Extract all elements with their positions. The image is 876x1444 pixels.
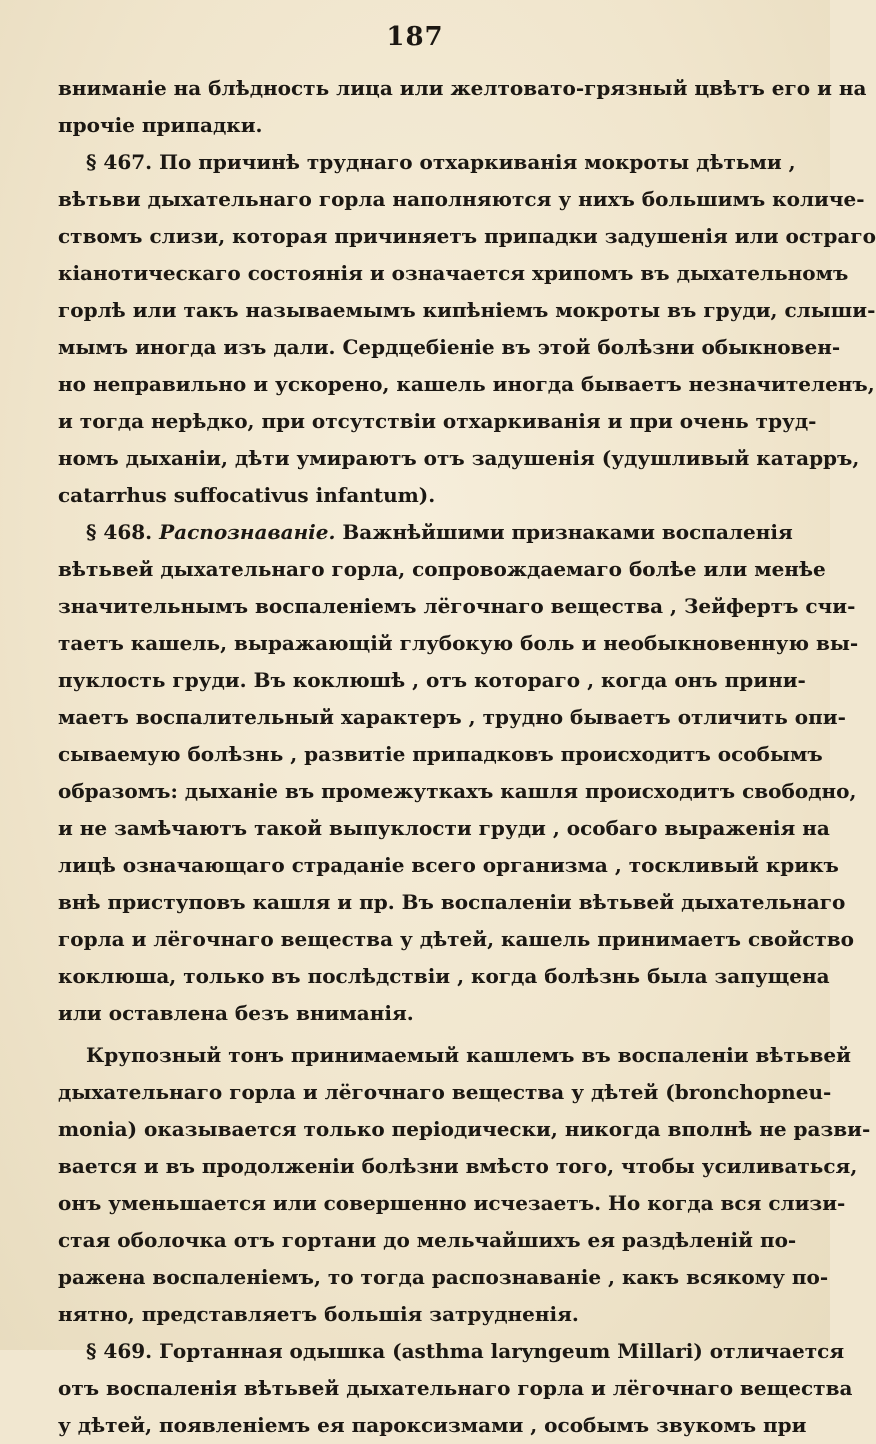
page-body [58, 70, 876, 1444]
section-468-heading-line [58, 514, 793, 551]
text-line: и тогда нерѣдко, при отсутствіи отхаркиванія и при очень труд- [58, 409, 817, 433]
text-line: коклюша, только въ послѣдствіи , когда болѣзнь была запущена [58, 964, 830, 988]
text-line: онъ уменьшается или совершенно исчезаетъ. Но когда вся слизи- [58, 1191, 846, 1215]
text-line: мымъ иногда изъ дали. Сердцебіеніе въ этой болѣзни обыкновен- [58, 335, 841, 359]
text-line: или оставлена безъ вниманія. [58, 1001, 414, 1025]
text-line: горлѣ или такъ называемымъ кипѣніемъ мокроты въ груди, слыши- [58, 298, 876, 322]
text-line: catarrhus suffocativus infantum). [58, 483, 436, 507]
section-469-heading-line: § 469. Гортанная одышка (asthma laryngeum Millari) отличается [86, 1339, 845, 1363]
text-line: отъ воспаленія вѣтьвей дыхательнаго горла и лёгочнаго вещества [58, 1376, 853, 1400]
text-line: пуклость груди. Въ коклюшѣ , отъ котораго , когда онъ прини- [58, 668, 806, 692]
text-line: стая оболочка отъ гортани до мельчайшихъ ея раздѣленій по- [58, 1228, 797, 1252]
text-line: ствомъ слизи, которая причиняетъ припадки задушенія или остраго [58, 224, 876, 248]
text-line: значительнымъ воспаленіемъ лёгочнаго вещества , Зейфертъ счи- [58, 594, 856, 618]
text-line: у дѣтей, появленіемъ ея пароксизмами , особымъ звукомъ при [58, 1413, 807, 1437]
text-line: горла и лёгочнаго вещества у дѣтей, кашель принимаетъ свойство [58, 927, 855, 951]
text-line: вается и въ продолженіи болѣзни вмѣсто того, чтобы усиливаться, [58, 1154, 858, 1178]
text-line: ражена воспаленіемъ, то тогда распознаваніе , какъ всякому по- [58, 1265, 829, 1289]
section-text: Важнѣйшими признаками воспаленія [342, 520, 793, 544]
text-line: вѣтьви дыхательнаго горла наполняются у нихъ большимъ количе- [58, 187, 865, 211]
text-line: внѣ приступовъ кашля и пр. Въ воспаленіи вѣтьвей дыхательнаго [58, 890, 846, 914]
text-line: вниманіе на блѣдность лица или желтовато-грязный цвѣтъ его и на [58, 76, 867, 100]
text-line: вѣтьвей дыхательнаго горла, сопровождаемаго болѣе или менѣе [58, 557, 826, 581]
text-line: образомъ: дыханіе въ промежуткахъ кашля происходитъ свободно, [58, 779, 857, 803]
text-line: лицѣ означающаго страданіе всего организма , тоскливый крикъ [58, 853, 839, 877]
section-title: Распознаваніе. [159, 520, 336, 544]
text-line: сываемую болѣзнь , развитіе припадковъ происходитъ особымъ [58, 742, 823, 766]
text-line: кіанотическаго состоянія и означается хрипомъ въ дыхательномъ [58, 261, 849, 285]
page-number: 187 [386, 22, 444, 52]
text-line: прочіе припадки. [58, 113, 263, 137]
text-line: маетъ воспалительный характеръ , трудно бываетъ отличить опи- [58, 705, 846, 729]
text-line: но неправильно и ускорено, кашель иногда бываетъ незначителенъ, [58, 372, 875, 396]
text-line: таетъ кашель, выражающій глубокую боль и необыкновенную вы- [58, 631, 859, 655]
section-number: § 468. [86, 520, 153, 544]
text-line: monia) оказывается только періодически, никогда вполнѣ не разви- [58, 1117, 871, 1141]
paragraph-croup-first-line: Крупозный тонъ принимаемый кашлемъ въ воспаленіи вѣтьвей [86, 1043, 851, 1067]
text-line: номъ дыханіи, дѣти умираютъ отъ задушенія (удушливый катарръ, [58, 446, 860, 470]
text-line: нятно, представляетъ большія затрудненія. [58, 1302, 579, 1326]
text-line: дыхательнаго горла и лёгочнаго вещества у дѣтей (bronchopneu- [58, 1080, 832, 1104]
section-467-heading-line: § 467. По причинѣ труднаго отхаркиванія мокроты дѣтьми , [86, 150, 796, 174]
text-line: и не замѣчаютъ такой выпуклости груди , особаго выраженія на [58, 816, 830, 840]
